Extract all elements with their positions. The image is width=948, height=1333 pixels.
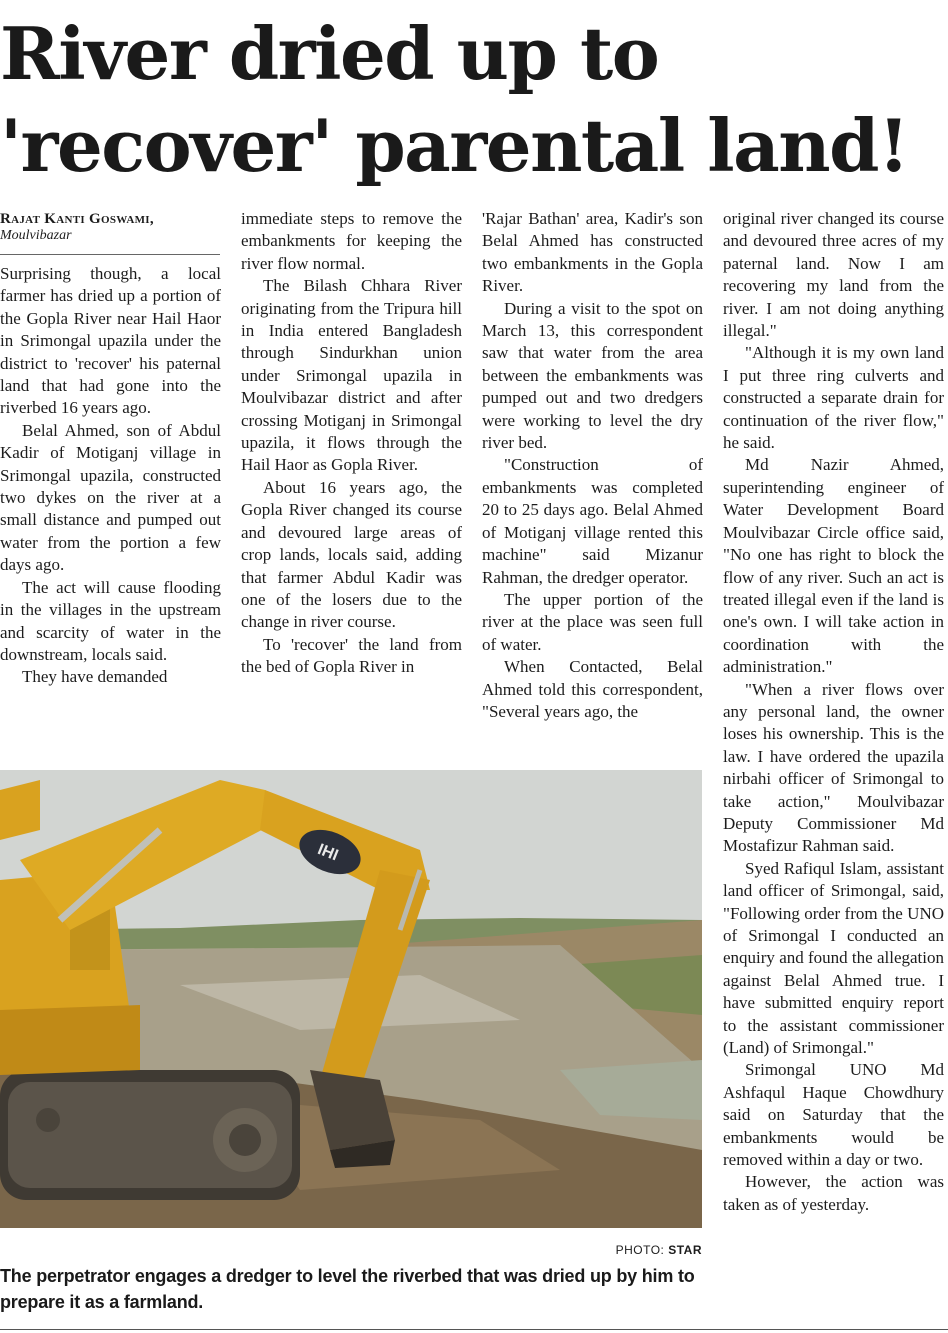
paragraph: Syed Rafiqul Islam, assistant land officer of Srimongal, said, "Following order from the UNO of Srimongal I conducted an enquiry and found the allegation against Belal Ahmed true. I have submitted enquiry report to the assistant commissioner (Land) of Srimongal." — [723, 858, 944, 1058]
paragraph: About 16 years ago, the Gopla River changed its course and devoured large areas of crop lands, locals said, adding that farmer Abdul Kadir was one of the losers due to the change in river course. — [241, 477, 462, 632]
paragraph: However, the action was taken as of yesterday. — [723, 1172, 944, 1214]
paragraph: When Contacted, Belal Ahmed told this correspondent, "Several years ago, the — [482, 657, 703, 721]
paragraph: "When a river flows over any personal land, the owner loses his ownership. This is the law. I have ordered the upazila nirbahi officer of Srimongal to take action," Moulvibazar Deputy Commissioner Md Mostafizur Rahman said. — [723, 679, 944, 856]
paragraph: The act will cause flooding in the villages in the upstream and scarcity of water in the downstream, locals said. — [0, 577, 221, 664]
bottom-divider — [0, 1329, 948, 1330]
paragraph: Md Nazir Ahmed, superintending engineer of Water Development Board Moulvibazar Circle office said, "No one has right to block the flow of any river. Such an act is treated illegal even if the land is one's own. I will take action in coordination with the administration." — [723, 455, 944, 677]
news-photo — [0, 770, 702, 1228]
paragraph: The upper portion of the river at the place was seen full of water. — [482, 589, 703, 654]
photo-credit-source: STAR — [668, 1243, 702, 1257]
paragraph: During a visit to the spot on March 13, this correspondent saw that water from the area between the embankments was pumped out and two dredgers were working to level the dry river bed. — [482, 298, 703, 453]
paragraph: Srimongal UNO Md Ashfaqul Haque Chowdhury said on Saturday that the embankments would be removed within a day or two. — [723, 1060, 944, 1170]
byline-divider — [0, 254, 220, 255]
photo-credit — [560, 1243, 702, 1257]
article-column-2 — [241, 208, 462, 745]
headline: River dried up to 'recover' parental land! — [0, 11, 909, 188]
paragraph: To 'recover' the land from the bed of Gopla River in — [241, 634, 462, 677]
paragraph: "Construction of embankments was completed 20 to 25 days ago. Belal Ahmed of Motiganj village rented this machine" said Mizanur Rahman, the dredger operator. — [482, 455, 703, 587]
excavator-riverbed-illustration — [0, 770, 702, 1228]
paragraph: Surprising though, a local farmer has dried up a portion of the Gopla River near Hail Haor in Srimongal upazila under the district to 'recover' his paternal land that had gone into the riverbed 16 years ago. — [0, 264, 221, 418]
byline-author: Rajat Kanti Goswami, — [0, 211, 154, 227]
paragraph: Belal Ahmed, son of Abdul Kadir of Motiganj village in Srimongal upazila, constructed two dykes on the river at a small distance and pumped out water from the portion a few days ago. — [0, 420, 221, 575]
brand-mark: IHI — [315, 841, 341, 865]
paragraph: 'Rajar Bathan' area, Kadir's son Belal Ahmed has constructed two embankments in the Gopla River. — [482, 209, 703, 296]
article-column-4 — [723, 208, 944, 1320]
byline-location: Moulvibazar — [0, 228, 72, 243]
paragraph: "Although it is my own land I put three ring culverts and constructed a separate drain for continuation of the river flow," he said. — [723, 343, 944, 453]
article-column-1 — [0, 263, 221, 745]
article-column-3 — [482, 208, 703, 745]
photo-caption: The perpetrator engages a dredger to level the riverbed that was dried up by him to prepare it as a farmland. — [0, 1266, 695, 1312]
paragraph: immediate steps to remove the embankments for keeping the river flow normal. — [241, 209, 462, 273]
photo-credit-label: PHOTO: — [615, 1243, 665, 1257]
paragraph: They have demanded — [22, 667, 168, 687]
paragraph: original river changed its course and devoured three acres of my paternal land. Now I am recovering my land from the river. I am not doing anything illegal." — [723, 209, 944, 341]
paragraph: The Bilash Chhara River originating from the Tripura hill in India entered Bangladesh through Sindurkhan union under Srimongal upazila in Moulvibazar district and after crossing Motiganj in Srimongal upazila, it flows through the Hail Haor as Gopla River. — [241, 276, 462, 475]
byline — [0, 210, 220, 244]
